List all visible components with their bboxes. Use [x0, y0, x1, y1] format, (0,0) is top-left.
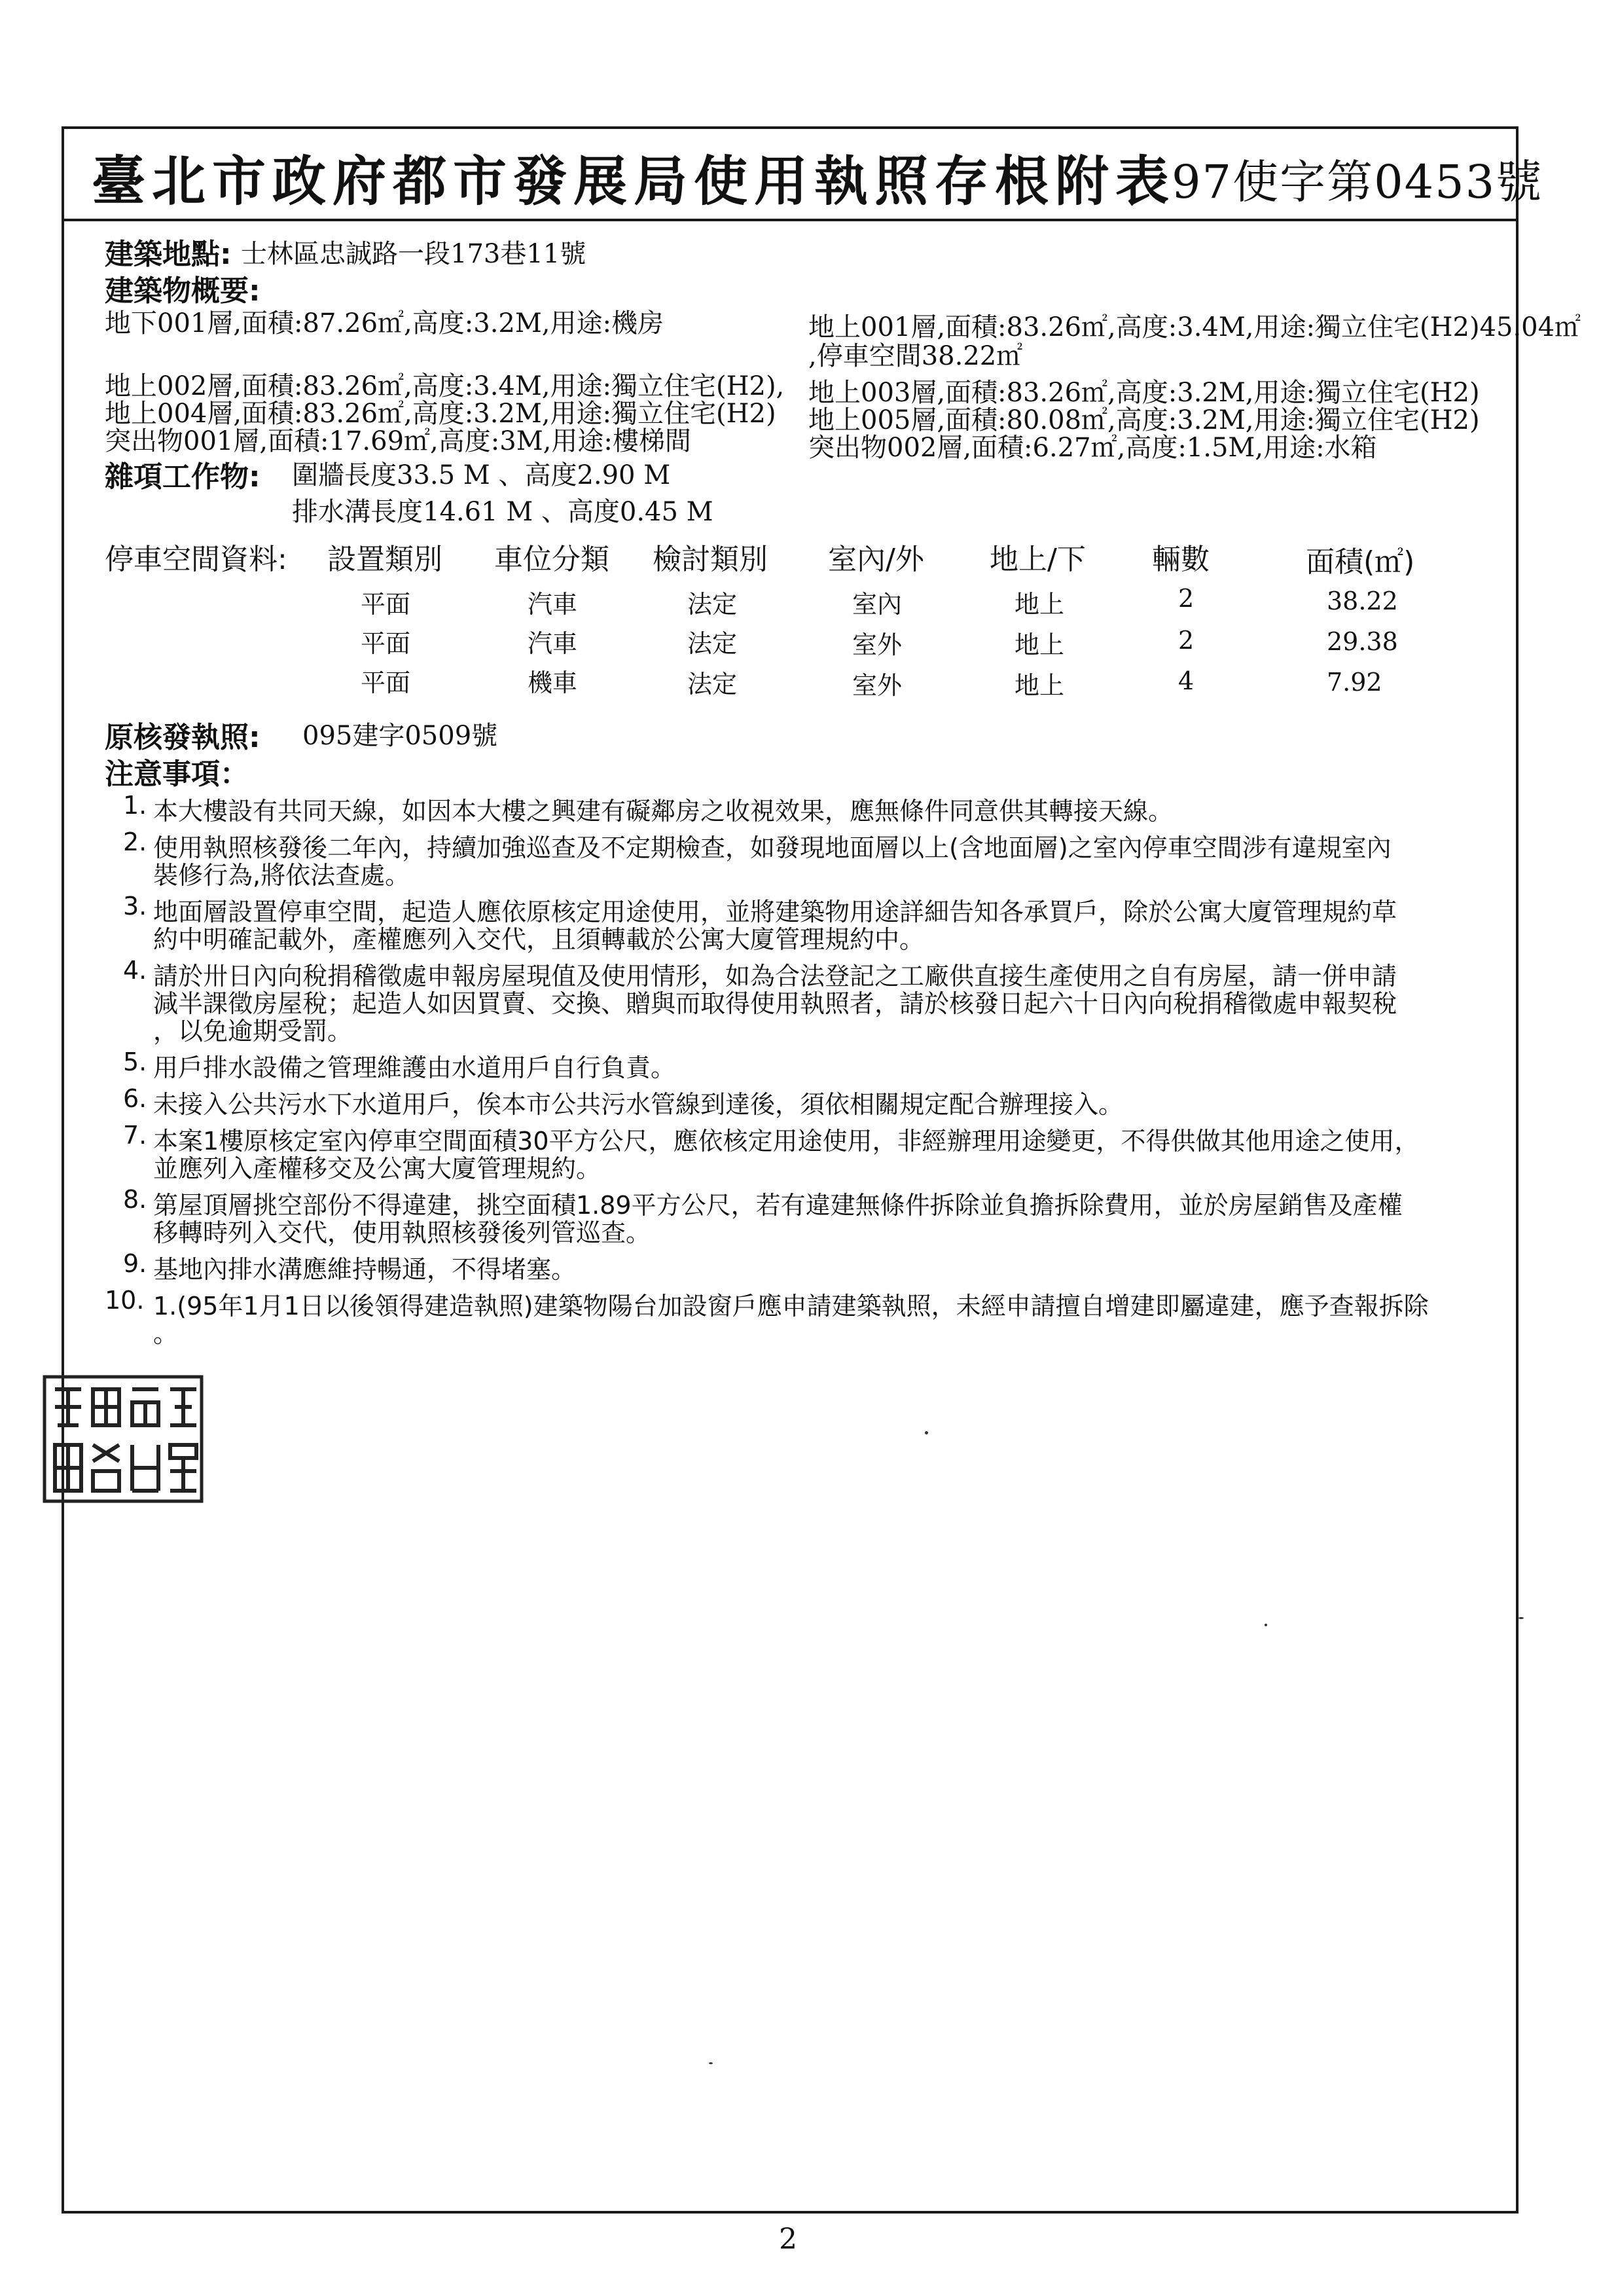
table-cell: 法定 [687, 670, 738, 699]
table-cell: 室外 [852, 630, 903, 659]
scan-speck [709, 2062, 713, 2064]
notes-label: 注意事項： [105, 757, 249, 791]
note-number: 2. [123, 828, 147, 856]
misc-works-label: 雜項工作物: [105, 460, 261, 494]
table-cell: 7.92 [1327, 668, 1382, 697]
note-number: 7. [123, 1121, 147, 1150]
misc-works-line: 圍牆長度33.5 M 、高度2.90 M [292, 460, 671, 490]
overview-right-line: 地上001層,面積:83.26㎡,高度:3.4M,用途:獨立住宅(H2)45.04㎡ [808, 312, 1581, 342]
overview-left-line: 地上004層,面積:83.26㎡,高度:3.2M,用途:獨立住宅(H2) [105, 399, 776, 429]
note-text: 地面層設置停車空間，起造人應依原核定用途使用，並將建築物用途詳細告知各承買戶，除於公寓大廈管理規約草 [153, 898, 1397, 926]
table-cell: 2 [1178, 584, 1195, 613]
overview-right-line: 突出物002層,面積:6.27㎡,高度:1.5M,用途:水箱 [808, 433, 1377, 463]
table-cell: 法定 [687, 629, 738, 658]
scan-speck [1519, 1617, 1524, 1619]
note-number: 10. [105, 1286, 145, 1315]
parking-header-review: 檢討類別 [653, 543, 768, 576]
overview-right-line: 地上003層,面積:83.26㎡,高度:3.2M,用途:獨立住宅(H2) [808, 378, 1480, 408]
note-number: 9. [123, 1249, 147, 1278]
table-cell: 地上 [1015, 590, 1065, 619]
note-text: 約中明確記載外，產權應列入交代，且須轉載於公寓大廈管理規約中。 [153, 925, 925, 954]
note-text: 使用執照核發後二年內，持續加強巡查及不定期檢查，如發現地面層以上(含地面層)之室內停車空間涉有違規室內 [153, 833, 1392, 862]
note-text: 。 [153, 1319, 179, 1348]
note-number: 5. [123, 1048, 147, 1076]
misc-works-line: 排水溝長度14.61 M 、高度0.45 M [292, 497, 713, 527]
note-text: 並應列入產權移交及公寓大廈管理規約。 [153, 1154, 602, 1183]
table-cell: 地上 [1015, 671, 1065, 700]
note-text: 1.(95年1月1日以後領得建造執照)建築物陽台加設窗戶應申請建築執照，未經申請擅自增建即屬違建，應予查報拆除 [153, 1292, 1429, 1321]
note-text: 第屋頂層挑空部份不得違建，挑空面積1.89平方公尺，若有違建無條件拆除並負擔拆除費用，並於房屋銷售及產權 [153, 1191, 1403, 1220]
overview-right-line: ,停車空間38.22㎡ [808, 341, 1023, 371]
note-number: 4. [123, 956, 147, 985]
scan-speck [925, 1431, 928, 1434]
table-cell: 地上 [1015, 630, 1065, 659]
address-value: 士林區忠誠路一段173巷11號 [241, 239, 586, 269]
table-cell: 汽車 [528, 590, 578, 619]
note-number: 3. [123, 892, 147, 920]
overview-left-line: 地上002層,面積:83.26㎡,高度:3.4M,用途:獨立住宅(H2), [105, 371, 785, 401]
note-text: 移轉時列入交代，使用執照核發後列管巡查。 [153, 1218, 651, 1247]
original-permit-value: 095建字0509號 [302, 721, 498, 751]
note-text: 本案1樓原核定室內停車空間面積30平方公尺，應依核定用途使用，非經辦理用途變更，不得供做其他用途之使用， [153, 1127, 1420, 1156]
parking-header-indoor: 室內/外 [828, 543, 924, 576]
document-title: 臺北市政府都市發展局使用執照存根附表 [92, 150, 1176, 213]
table-cell: 室內 [852, 590, 903, 619]
table-cell: 平面 [361, 590, 411, 619]
note-text: 基地內排水溝應維持暢通，不得堵塞。 [153, 1255, 577, 1284]
table-cell: 機車 [528, 668, 578, 697]
title-divider [62, 219, 1519, 221]
parking-header-level: 地上/下 [990, 543, 1086, 576]
seal-glyphs [55, 1389, 196, 1491]
note-number: 6. [123, 1084, 147, 1113]
page-number: 2 [779, 2223, 797, 2256]
table-cell: 室外 [852, 671, 903, 700]
table-cell: 汽車 [528, 629, 578, 658]
parking-header-category: 車位分類 [494, 543, 609, 576]
parking-label: 停車空間資料: [105, 543, 287, 576]
table-cell: 38.22 [1327, 587, 1398, 615]
official-seal [41, 1373, 206, 1505]
note-text: 減半課徵房屋稅；起造人如因買賣、交換、贈與而取得使用執照者，請於核發日起六十日內向稅捐稽徵處申報契稅 [153, 989, 1397, 1018]
table-cell: 29.38 [1327, 627, 1398, 656]
table-cell: 平面 [361, 629, 411, 658]
note-text: 未接入公共污水下水道用戶，俟本市公共污水管線到達後，須依相關規定配合辦理接入。 [153, 1090, 1124, 1119]
note-text: 裝修行為,將依法查處。 [153, 861, 410, 890]
table-cell: 2 [1178, 626, 1195, 655]
document-number: 97使字第0453號 [1172, 155, 1543, 209]
overview-label: 建築物概要: [105, 274, 261, 308]
overview-left-line: 地下001層,面積:87.26㎡,高度:3.2M,用途:機房 [105, 308, 664, 338]
note-number: 1. [123, 791, 147, 820]
original-permit-label: 原核發執照: [105, 721, 261, 754]
overview-left-line: 突出物001層,面積:17.69㎡,高度:3M,用途:樓梯間 [105, 426, 691, 456]
parking-header-count: 輛數 [1152, 543, 1210, 576]
address-label: 建築地點: [105, 238, 232, 271]
note-text: ，以免逾期受罰。 [153, 1017, 353, 1046]
table-cell: 法定 [687, 590, 738, 619]
table-cell: 4 [1178, 666, 1195, 695]
overview-right-line: 地上005層,面積:80.08㎡,高度:3.2M,用途:獨立住宅(H2) [808, 405, 1480, 435]
note-text: 用戶排水設備之管理維護由水道用戶自行負責。 [153, 1053, 676, 1082]
table-cell: 平面 [361, 668, 411, 697]
scan-speck [1265, 1624, 1267, 1626]
parking-header-area: 面積(㎡) [1306, 545, 1415, 579]
note-text: 請於卅日內向稅捐稽徵處申報房屋現值及使用情形，如為合法登記之工廠供直接生產使用之自有房屋，請一併申請 [153, 962, 1397, 991]
note-number: 8. [123, 1185, 147, 1214]
note-text: 本大樓設有共同天線，如因本大樓之興建有礙鄰房之收視效果，應無條件同意供其轉接天線。 [153, 797, 1174, 826]
parking-header-type: 設置類別 [327, 543, 442, 576]
